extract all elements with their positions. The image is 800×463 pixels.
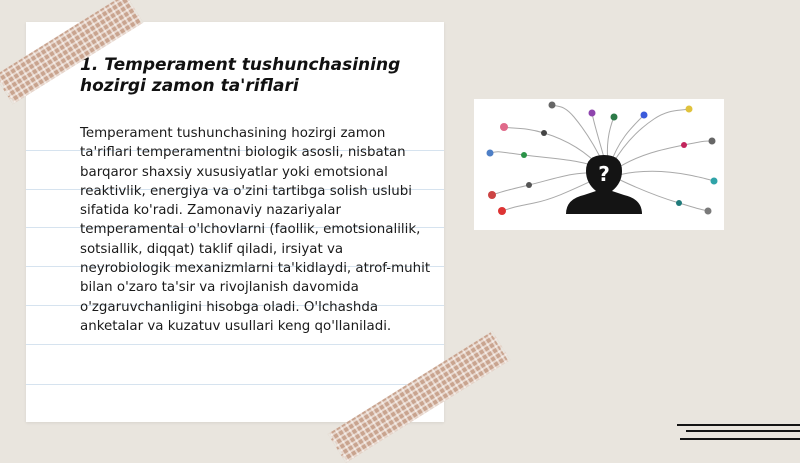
slide-title: 1. Temperament tushunchasining hozirgi zamon ta'riflari (80, 55, 401, 96)
note-paper (26, 22, 444, 422)
paper-rule (26, 344, 444, 345)
decorative-line (680, 438, 800, 440)
decorative-line (677, 424, 800, 426)
question-head-icon (474, 99, 724, 230)
slide-body-text: Temperament tushunchasining hozirgi zamon ta'riflari temperamentni biologik asosli, nisbatan barqaror shaxsiy xususiyatlar yoki emotsional reaktivlik, energiya va o'zini tartibga solish uslubi sifatida ko'radi. Zamonaviy nazariyalar temperamental o'lchovlarni (faollik, emotsionalilik, sotsiallik, diqqat) taklif qiladi, irsiyat va neyrobiologik mexanizmlarni ta'kidlaydi, atrof-muhit bilan o'zaro ta'sir va rivojlanish davomida o'zgaruvchanligini hisobga oladi. O'lchashda anketalar va kuzatuv usullari keng qo'llaniladi. (80, 126, 431, 334)
question-mark-glyph: ? (598, 162, 610, 186)
paper-rule (26, 384, 444, 385)
decorative-line (686, 430, 800, 432)
question-head-illustration (474, 99, 724, 230)
